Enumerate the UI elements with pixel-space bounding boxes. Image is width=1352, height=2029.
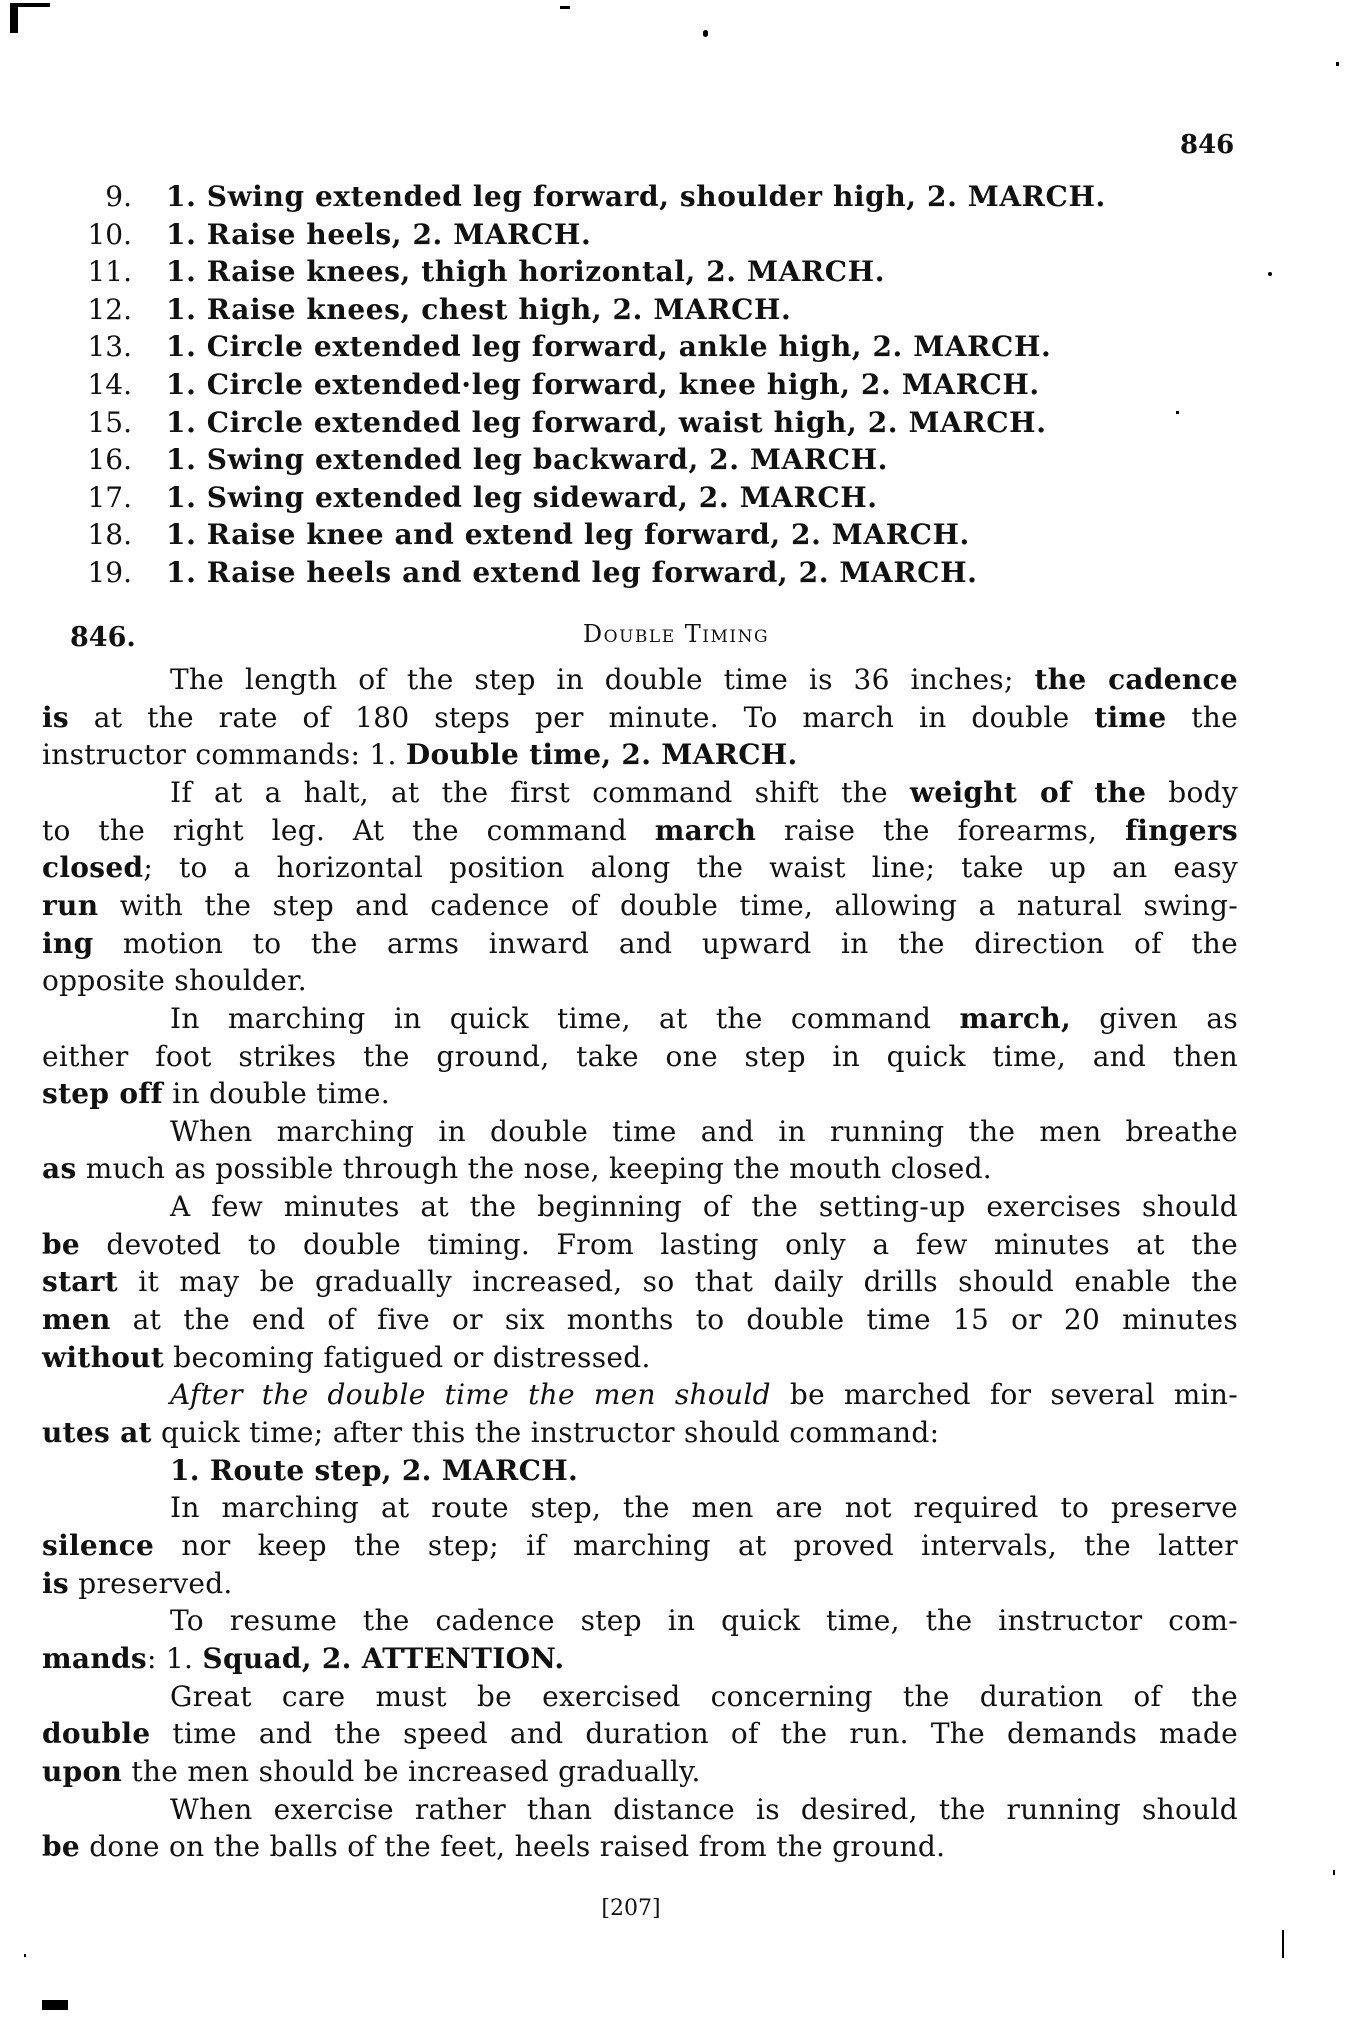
scan-speck — [24, 1954, 26, 1957]
bold-text: Squad, 2. ATTENTION. — [202, 1641, 565, 1675]
text-run: given as — [1071, 1001, 1238, 1035]
bold-text: utes at — [42, 1416, 152, 1449]
list-item-number: 11. — [87, 255, 132, 289]
text-line — [170, 1190, 1238, 1224]
bold-text: is — [42, 1566, 70, 1600]
bold-text: double — [42, 1717, 151, 1751]
scan-speck — [1176, 411, 1179, 414]
text-line — [42, 964, 307, 998]
list-item-number: 14. — [87, 368, 132, 401]
bold-text: start — [42, 1265, 119, 1299]
text-line — [42, 1265, 1238, 1299]
list-item-number: 19. — [87, 556, 132, 589]
text-run: at the rate of 180 steps per minute. To march in double — [69, 700, 1095, 734]
bold-text: 1. Route step, 2. MARCH. — [170, 1453, 579, 1487]
text-line — [42, 1152, 992, 1186]
text-line — [42, 1717, 1238, 1751]
scan-speck — [1333, 1870, 1335, 1875]
text-run: opposite shoulder. — [42, 964, 307, 998]
text-line — [42, 1567, 233, 1601]
text-run: much as possible through the nose, keeping the mouth closed. — [76, 1152, 992, 1186]
scan-speck — [42, 2000, 68, 2010]
text-run: becoming fatigued or distressed. — [164, 1340, 651, 1374]
bold-text: MARCH. — [913, 330, 1052, 364]
text-line — [170, 1793, 1238, 1827]
text-line — [42, 1416, 939, 1450]
text-line — [170, 1002, 1238, 1036]
text-run: body — [1146, 775, 1238, 809]
text-line — [42, 851, 1238, 885]
text-run: be marched for several min- — [770, 1378, 1238, 1412]
italic-text: After the double time the men should — [170, 1378, 771, 1412]
text-line — [42, 1341, 651, 1375]
text-run: preserved. — [69, 1566, 233, 1600]
bold-text: is — [42, 700, 70, 734]
bold-text: 1. Raise heels and extend leg forward, 2. MARCH. — [166, 556, 978, 589]
list-item — [166, 293, 791, 327]
text-run: at the end of five or six months to double time 15 or 20 minutes — [110, 1303, 1238, 1337]
bold-text: silence — [42, 1528, 155, 1562]
bold-text: MARCH. — [967, 180, 1106, 213]
bold-text: closed — [42, 851, 144, 885]
list-item — [166, 218, 591, 252]
text-line — [42, 1755, 701, 1789]
list-item — [166, 443, 888, 477]
bold-text: 1. Raise knee and extend leg forward, 2. MARCH. — [166, 518, 970, 552]
section-title: Double Timing — [582, 620, 770, 648]
bold-text: 1. Circle extended·leg forward, knee high, 2. — [166, 368, 902, 401]
list-item — [166, 481, 878, 515]
text-line — [42, 1228, 1238, 1262]
list-item-number: 9. — [105, 180, 132, 213]
list-item-number: 16. — [87, 443, 132, 477]
text-run: the men should be increased gradually. — [122, 1754, 701, 1788]
text-run: it may be gradually increased, so that daily drills should enable the — [118, 1265, 1238, 1299]
list-item — [166, 368, 1040, 402]
list-item — [166, 518, 970, 552]
text-line — [170, 1115, 1238, 1149]
text-run: with the step and cadence of double time, allowing a natural swing- — [98, 888, 1238, 922]
bold-text: as — [42, 1152, 77, 1186]
text-line — [170, 1604, 1238, 1638]
text-line — [42, 889, 1238, 923]
text-run: motion to the arms inward and upward in the direction of the — [93, 926, 1238, 960]
page-header-number: 846 — [1180, 130, 1235, 160]
bold-text: 1. Circle extended leg forward, waist high, 2. — [166, 405, 909, 439]
bold-text: 1. Raise knees, chest high, 2. MARCH. — [166, 292, 792, 326]
text-run: the — [1166, 700, 1238, 734]
text-line — [42, 701, 1238, 735]
text-line — [170, 776, 1238, 810]
scan-speck — [703, 30, 708, 37]
text-line — [42, 927, 1238, 961]
text-run: ; to a horizontal position along the waist line; take up an easy — [143, 851, 1238, 885]
text-run: in double time. — [163, 1077, 390, 1111]
bold-text: fingers — [1124, 813, 1238, 847]
bold-text: 1. Swing extended leg sideward, 2. MARCH. — [166, 480, 878, 514]
text-line — [42, 738, 798, 772]
bold-text: upon — [42, 1754, 123, 1788]
section-number: 846. — [70, 622, 136, 653]
text-run: : 1. — [146, 1641, 203, 1675]
scan-speck — [1268, 272, 1272, 276]
list-item-number: 12. — [87, 292, 132, 326]
list-item-number: 13. — [87, 330, 132, 364]
text-run: In marching at route step, the men are not required to preserve — [170, 1491, 1238, 1525]
text-line — [42, 1830, 945, 1864]
text-run: time and the speed and duration of the run. The demands made — [150, 1717, 1238, 1751]
list-item — [166, 180, 1106, 214]
scan-speck — [1282, 1930, 1284, 1958]
text-run: devoted to double timing. From lasting only a few minutes at the — [80, 1227, 1238, 1261]
text-line — [170, 1680, 1238, 1714]
text-line — [42, 1303, 1238, 1337]
list-item — [166, 330, 1051, 364]
bold-text: 1. Swing extended leg backward, 2. MARCH. — [166, 443, 889, 477]
bold-text: the cadence — [1034, 663, 1238, 696]
bold-text: ing — [42, 926, 94, 960]
list-item — [166, 406, 1047, 440]
bold-text: march, — [959, 1001, 1071, 1035]
text-run: Great care must be exercised concerning the duration of the — [170, 1679, 1238, 1713]
text-run: either foot strikes the ground, take one step in quick time, and then — [42, 1039, 1238, 1073]
text-line — [42, 1642, 564, 1676]
text-line — [42, 1529, 1238, 1563]
bold-text: Double time, 2. MARCH. — [405, 738, 798, 772]
text-run: When marching in double time and in running the men breathe — [170, 1114, 1238, 1148]
text-line — [42, 1040, 1238, 1074]
list-item — [166, 556, 977, 590]
list-item-number: 15. — [87, 405, 132, 439]
bold-text: march — [654, 813, 757, 847]
text-run: quick time; after this the instructor should command: — [151, 1416, 940, 1449]
bold-text: mands — [42, 1641, 147, 1675]
bold-text: 1. Raise heels, 2. MARCH. — [166, 217, 592, 251]
text-line — [42, 1077, 390, 1111]
bold-text: run — [42, 888, 99, 922]
bold-text: be — [42, 1227, 80, 1261]
bold-text: step off — [42, 1077, 164, 1111]
list-item — [166, 255, 885, 289]
text-line — [170, 663, 1238, 697]
list-item-number: 10. — [87, 217, 132, 251]
bold-text: 1. Raise knees, thigh horizontal, 2. MARCH. — [166, 255, 886, 289]
page-folio: [207] — [601, 1896, 661, 1921]
list-item-number: 18. — [87, 518, 132, 552]
text-run: to the right leg. At the command — [42, 813, 655, 847]
text-run: done on the balls of the feet, heels raised from the ground. — [80, 1830, 946, 1864]
bold-text: 1. Swing extended leg forward, shoulder high, 2. — [166, 180, 968, 213]
text-line — [42, 814, 1238, 848]
bold-text: men — [42, 1303, 111, 1337]
text-run: To resume the cadence step in quick time, the instructor com- — [170, 1604, 1238, 1638]
bold-text: MARCH. — [901, 368, 1040, 401]
text-run: In marching in quick time, at the command — [170, 1001, 960, 1035]
scan-speck — [560, 6, 570, 9]
list-item-number: 17. — [87, 480, 132, 514]
bold-text: 1. Circle extended leg forward, ankle high, 2. — [166, 330, 914, 364]
bold-text: time — [1094, 700, 1167, 734]
scan-speck — [1336, 62, 1339, 66]
bold-text: MARCH. — [908, 405, 1047, 439]
bold-text: be — [42, 1830, 80, 1864]
text-run: A few minutes at the beginning of the setting-up exercises should — [170, 1190, 1238, 1224]
bold-text: weight of the — [909, 775, 1147, 809]
text-line — [170, 1491, 1238, 1525]
text-line — [170, 1378, 1238, 1412]
corner-mark — [10, 3, 18, 33]
text-line — [170, 1454, 578, 1488]
text-run: nor keep the step; if marching at proved intervals, the latter — [154, 1528, 1238, 1562]
text-run: raise the forearms, — [756, 813, 1125, 847]
bold-text: without — [42, 1340, 165, 1374]
text-run: When exercise rather than distance is desired, the running should — [170, 1792, 1238, 1826]
text-run: If at a halt, at the first command shift the — [170, 775, 910, 809]
text-run: The length of the step in double time is 36 inches; — [170, 663, 1035, 696]
text-run: instructor commands: 1. — [42, 738, 406, 772]
